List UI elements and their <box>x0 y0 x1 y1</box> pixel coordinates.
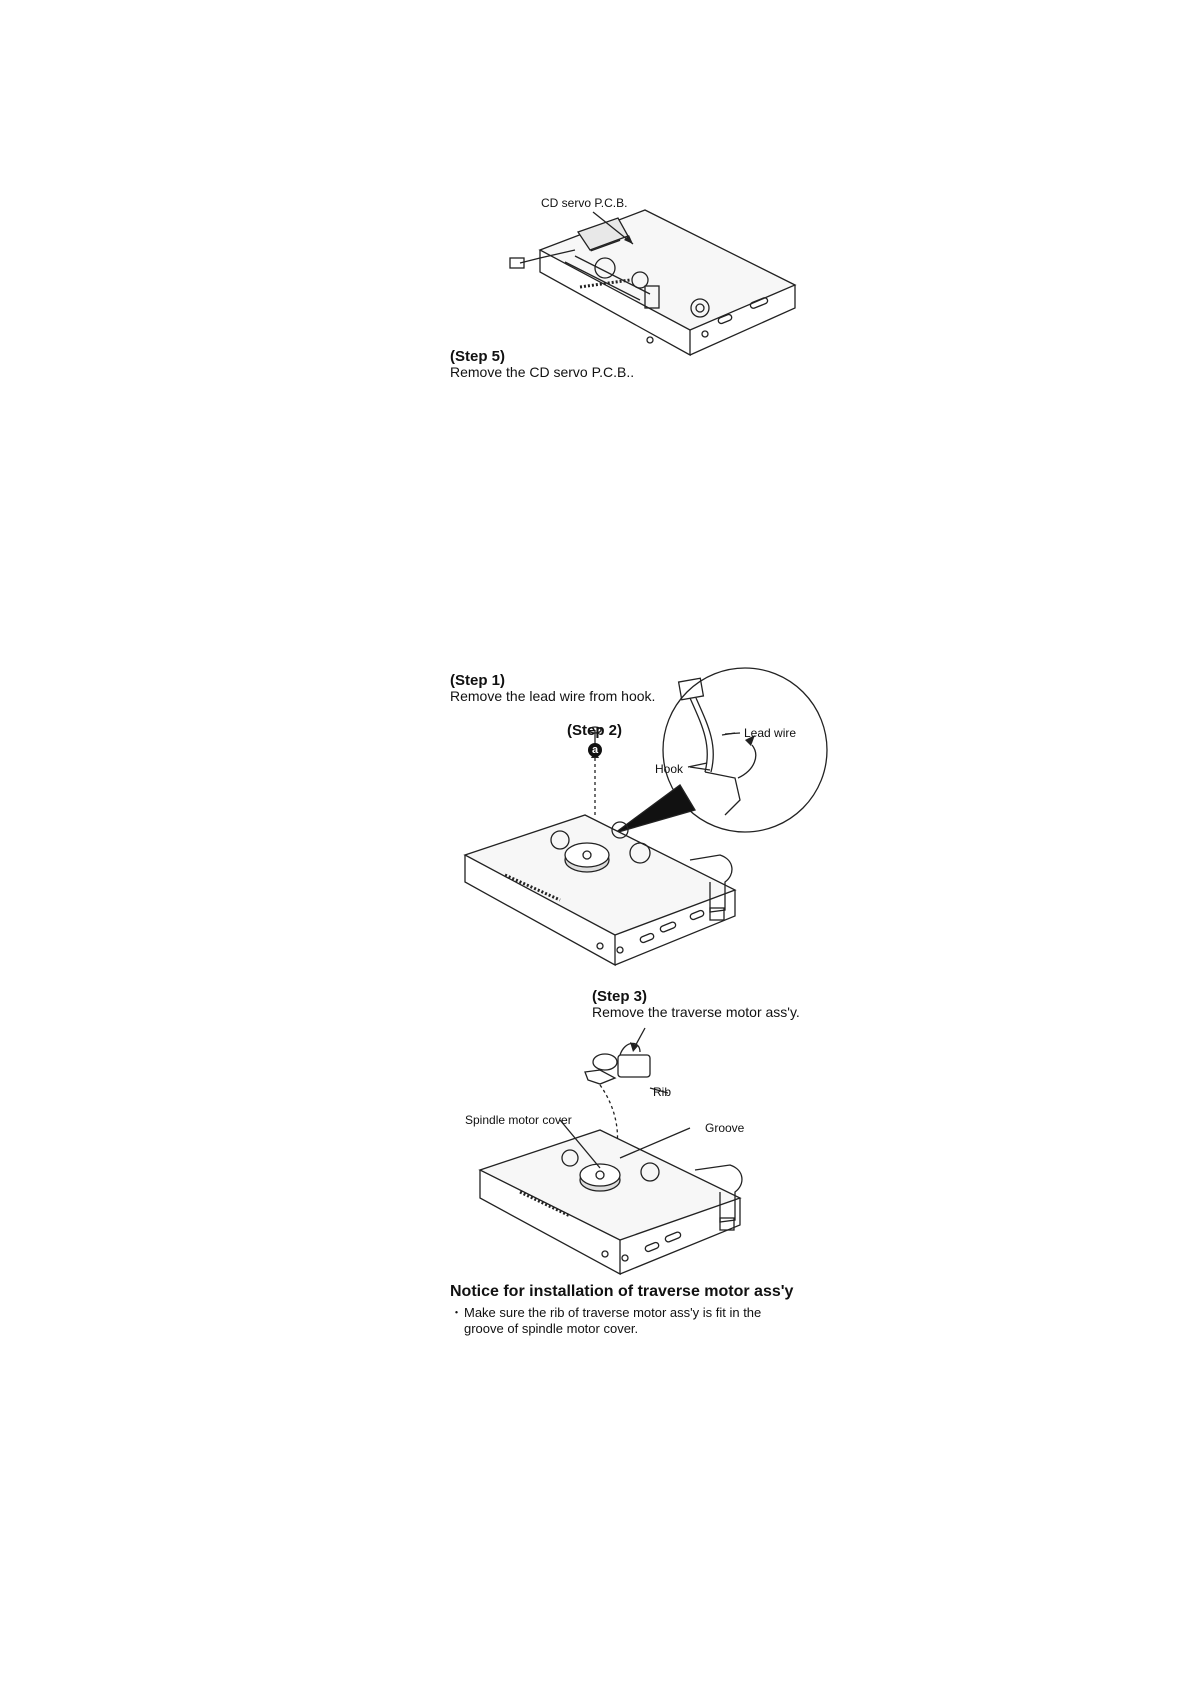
step2-title: (Step 2) <box>567 722 623 739</box>
bullet-marker: ・ <box>450 1305 464 1320</box>
step3-text: Remove the traverse motor ass'y. <box>592 1004 800 1020</box>
groove-label: Groove <box>705 1121 745 1135</box>
step5-text: Remove the CD servo P.C.B.. <box>450 364 635 380</box>
cd-mechanism-drawing-3 <box>0 980 1190 1270</box>
step5-title: (Step 5) <box>450 348 506 365</box>
pcb-label: CD servo P.C.B. <box>541 196 628 210</box>
installation-notice <box>450 1283 850 1337</box>
figure-step1-2 <box>0 650 1190 980</box>
notice-title: Notice for installation of traverse motor ass'y <box>450 1283 794 1300</box>
lead-wire-label: Lead wire <box>744 726 797 740</box>
step3-title: (Step 3) <box>592 988 648 1005</box>
hook-label: Hook <box>655 762 684 776</box>
screw-badge: a <box>588 743 602 757</box>
figure-step5 <box>0 0 1190 400</box>
rib-label: Rib <box>653 1085 672 1099</box>
step1-text: Remove the lead wire from hook. <box>450 688 656 704</box>
step1-title: (Step 1) <box>450 672 506 689</box>
spindle-cover-label: Spindle motor cover <box>465 1113 572 1127</box>
figure-step3 <box>0 980 1190 1270</box>
notice-text: Make sure the rib of traverse motor ass'y is fit in the groove of spindle motor cover. <box>464 1305 762 1336</box>
notice-item <box>450 1305 850 1337</box>
